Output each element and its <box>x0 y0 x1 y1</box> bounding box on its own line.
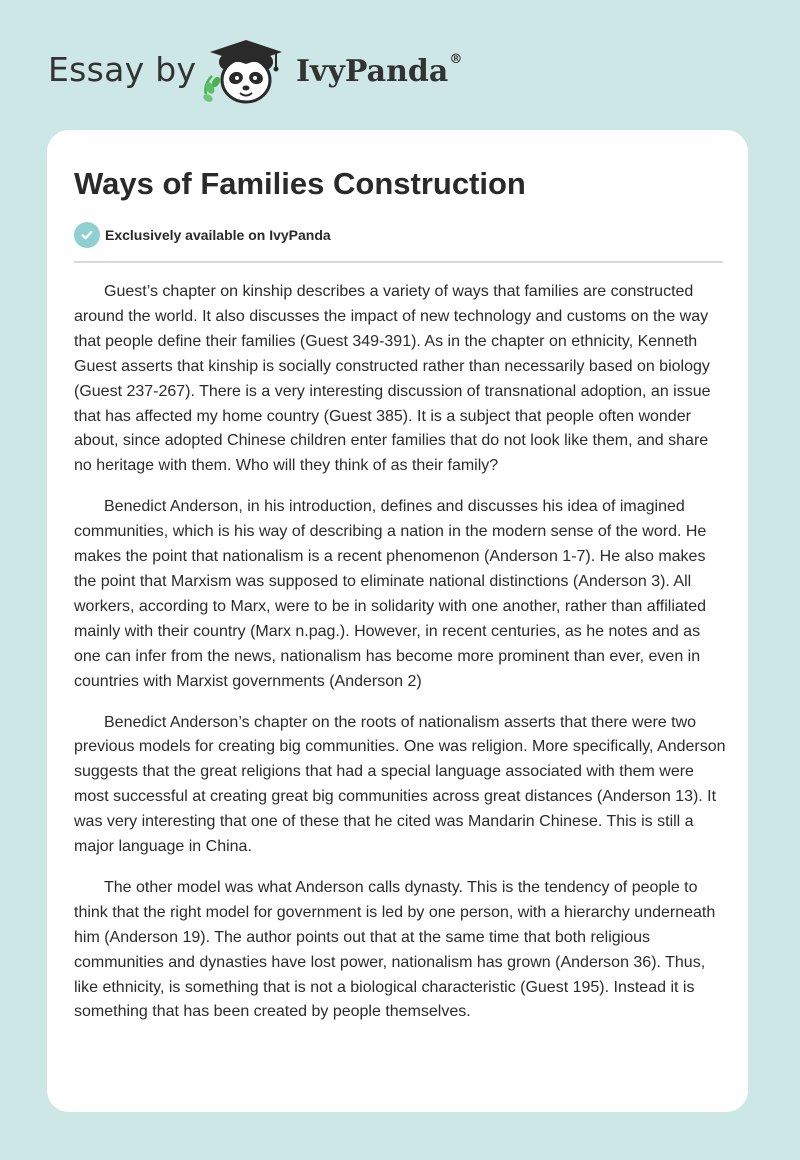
divider <box>74 261 723 263</box>
essay-card <box>47 130 748 1112</box>
essay-by-label: Essay by <box>48 50 197 89</box>
site-header <box>0 0 800 130</box>
check-icon <box>74 222 100 248</box>
registered-mark: ® <box>449 52 463 67</box>
brand-name: IvyPanda® <box>296 52 463 89</box>
page-title: Ways of Families Construction <box>74 166 526 201</box>
paragraph: Benedict Anderson, in his introduction, defines and discusses his idea of imagined communities, which is his way of describing a nation in the modern sense of the word. He makes the point that nationalism is a recent phenomenon (Anderson 1-7). He also makes the point that Marxism was supposed to eliminate national distinctions (Anderson 3). All workers, according to Marx, were to be in solidarity with one another, rather than affiliated mainly with their country (Marx n.pag.). However, in recent centuries, as he notes and as one can infer from the news, nationalism has become more prominent than ever, even in countries with Marxist governments (Anderson 2) <box>74 498 707 690</box>
exclusive-badge <box>74 222 331 248</box>
essay-body <box>74 280 726 1041</box>
paragraph: Benedict Anderson’s chapter on the roots of nationalism asserts that there were two previous models for creating big communities. One was religion. More specifically, Anderson suggests that the great religions that had a special language associated with them were most successful at creating great big communities across great distances (Anderson 13). It was very interesting that one of these that he cited was Mandarin Chinese. This is still a major language in China. <box>74 713 726 856</box>
exclusive-badge-label: Exclusively available on IvyPanda <box>105 227 331 243</box>
panda-graduate-icon <box>200 36 292 108</box>
paragraph: The other model was what Anderson calls dynasty. This is the tendency of people to think that the right model for government is led by one person, with a hierarchy underneath him (Anderson 19). The author points out that at the same time that both religious communities and dynasties have lost power, nationalism has grown (Anderson 36). Thus, like ethnicity, is something that is not a biological characteristic (Guest 195). Instead it is something that has been created by people themselves. <box>74 878 716 1021</box>
paragraph: Guest’s chapter on kinship describes a variety of ways that families are constructed around the world. It also discusses the impact of new technology and customs on the way that people define their families (Guest 349-391). As in the chapter on ethnicity, Kenneth Guest asserts that kinship is socially constructed rather than necessarily based on biology (Guest 237-267). There is a very interesting discussion of transnational adoption, an issue that has affected my home country (Guest 385). It is a subject that people often wonder about, since adopted Chinese children enter families that do not look like them, and share no heritage with them. Who will they think of as their family? <box>74 283 711 475</box>
